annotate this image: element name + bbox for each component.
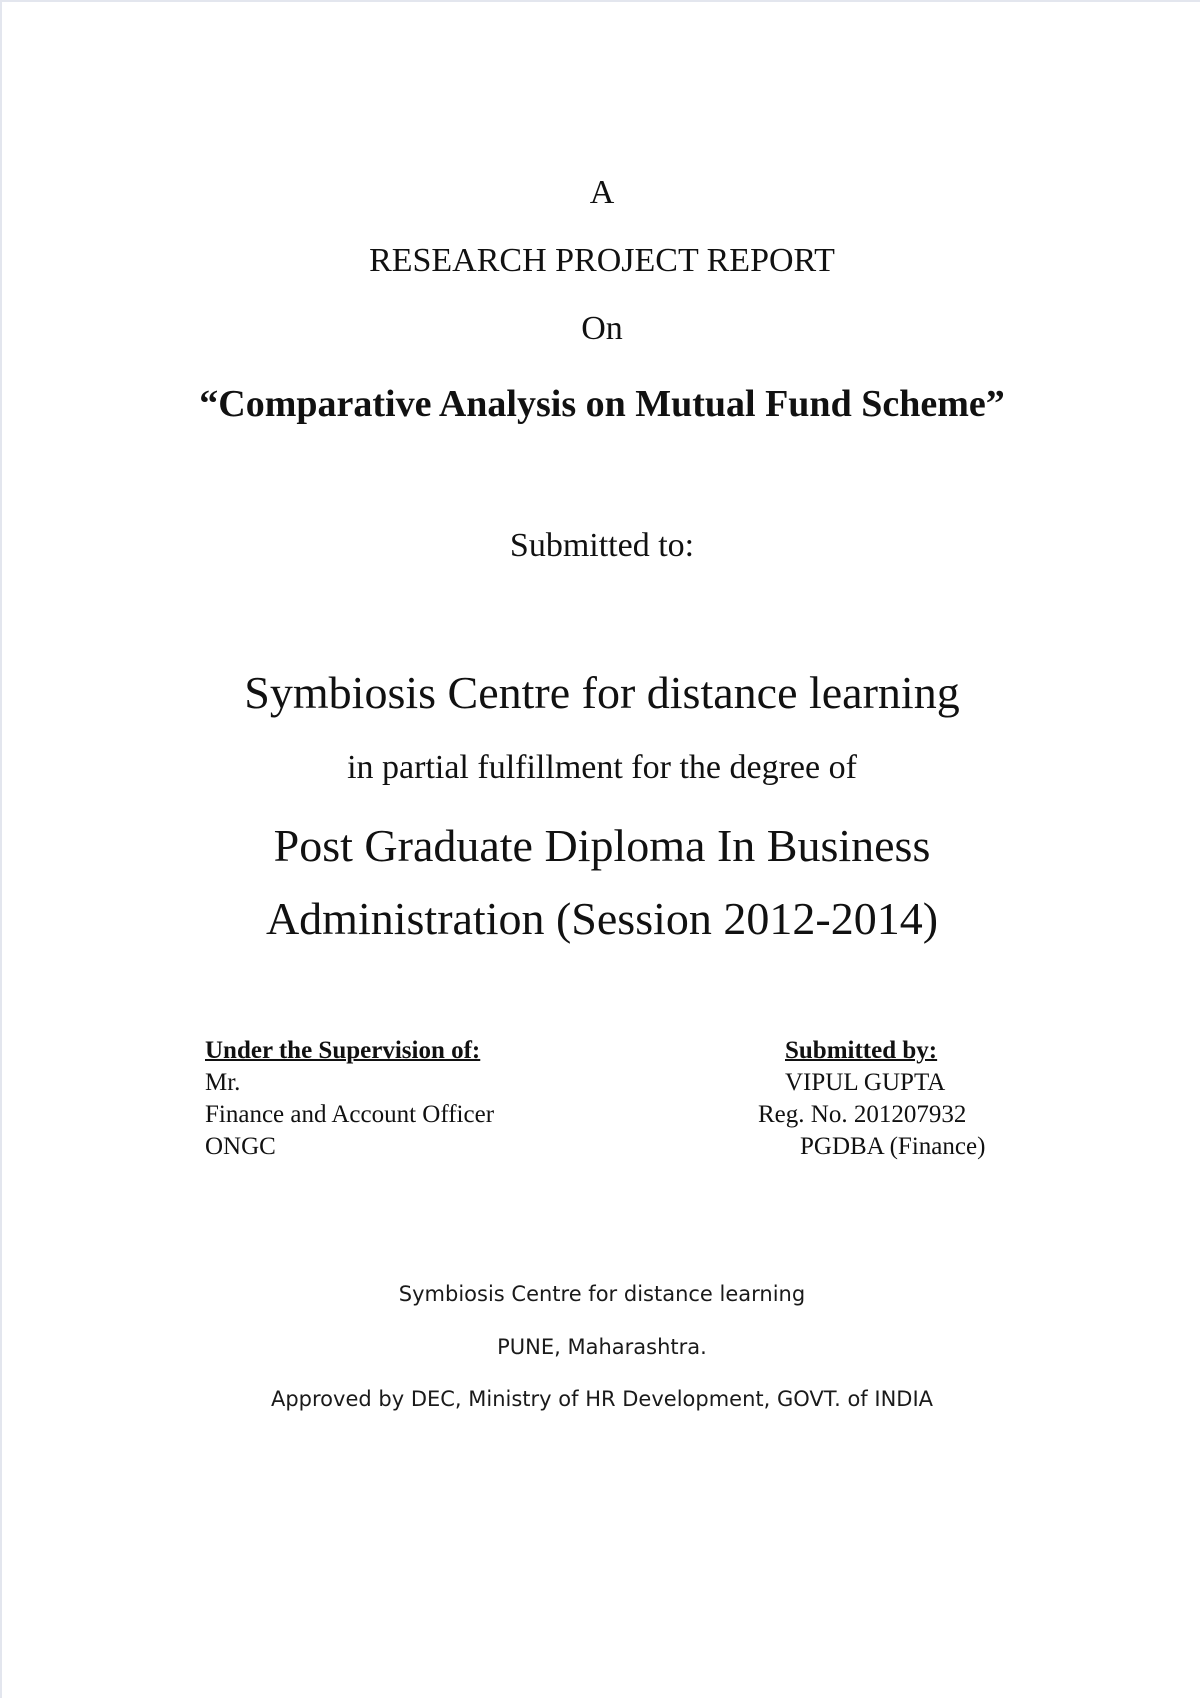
supervisor-designation: Finance and Account Officer [205, 1101, 495, 1128]
submitted-by-heading: Submitted by: [785, 1037, 938, 1064]
supervisor-organization: ONGC [205, 1133, 276, 1160]
submitted-to-label: Submitted to: [509, 527, 695, 564]
report-title: “Comparative Analysis on Mutual Fund Scheme” [199, 383, 1005, 425]
degree-line-1: Post Graduate Diploma In Business [273, 820, 931, 871]
footer-institution: Symbiosis Centre for distance learning [398, 1282, 806, 1306]
student-name: VIPUL GUPTA [785, 1069, 946, 1096]
supervision-heading: Under the Supervision of: [205, 1037, 481, 1064]
institution-name: Symbiosis Centre for distance learning [244, 667, 960, 718]
line-on: On [581, 310, 623, 347]
degree-line-2: Administration (Session 2012-2014) [265, 893, 939, 944]
line-a: A [589, 174, 615, 211]
submitted-by-block [752, 1035, 1022, 1163]
footer-approval: Approved by DEC, Ministry of HR Development, GOVT. of INDIA [270, 1387, 934, 1411]
registration-number: Reg. No. 201207932 [758, 1101, 967, 1128]
footer-location: PUNE, Maharashtra. [497, 1335, 707, 1359]
supervisor-name: Mr. [205, 1069, 241, 1096]
supervision-block [205, 1035, 494, 1163]
student-program: PGDBA (Finance) [800, 1133, 986, 1160]
partial-fulfillment-text: in partial fulfillment for the degree of [347, 749, 857, 786]
report-type: RESEARCH PROJECT REPORT [369, 242, 835, 279]
